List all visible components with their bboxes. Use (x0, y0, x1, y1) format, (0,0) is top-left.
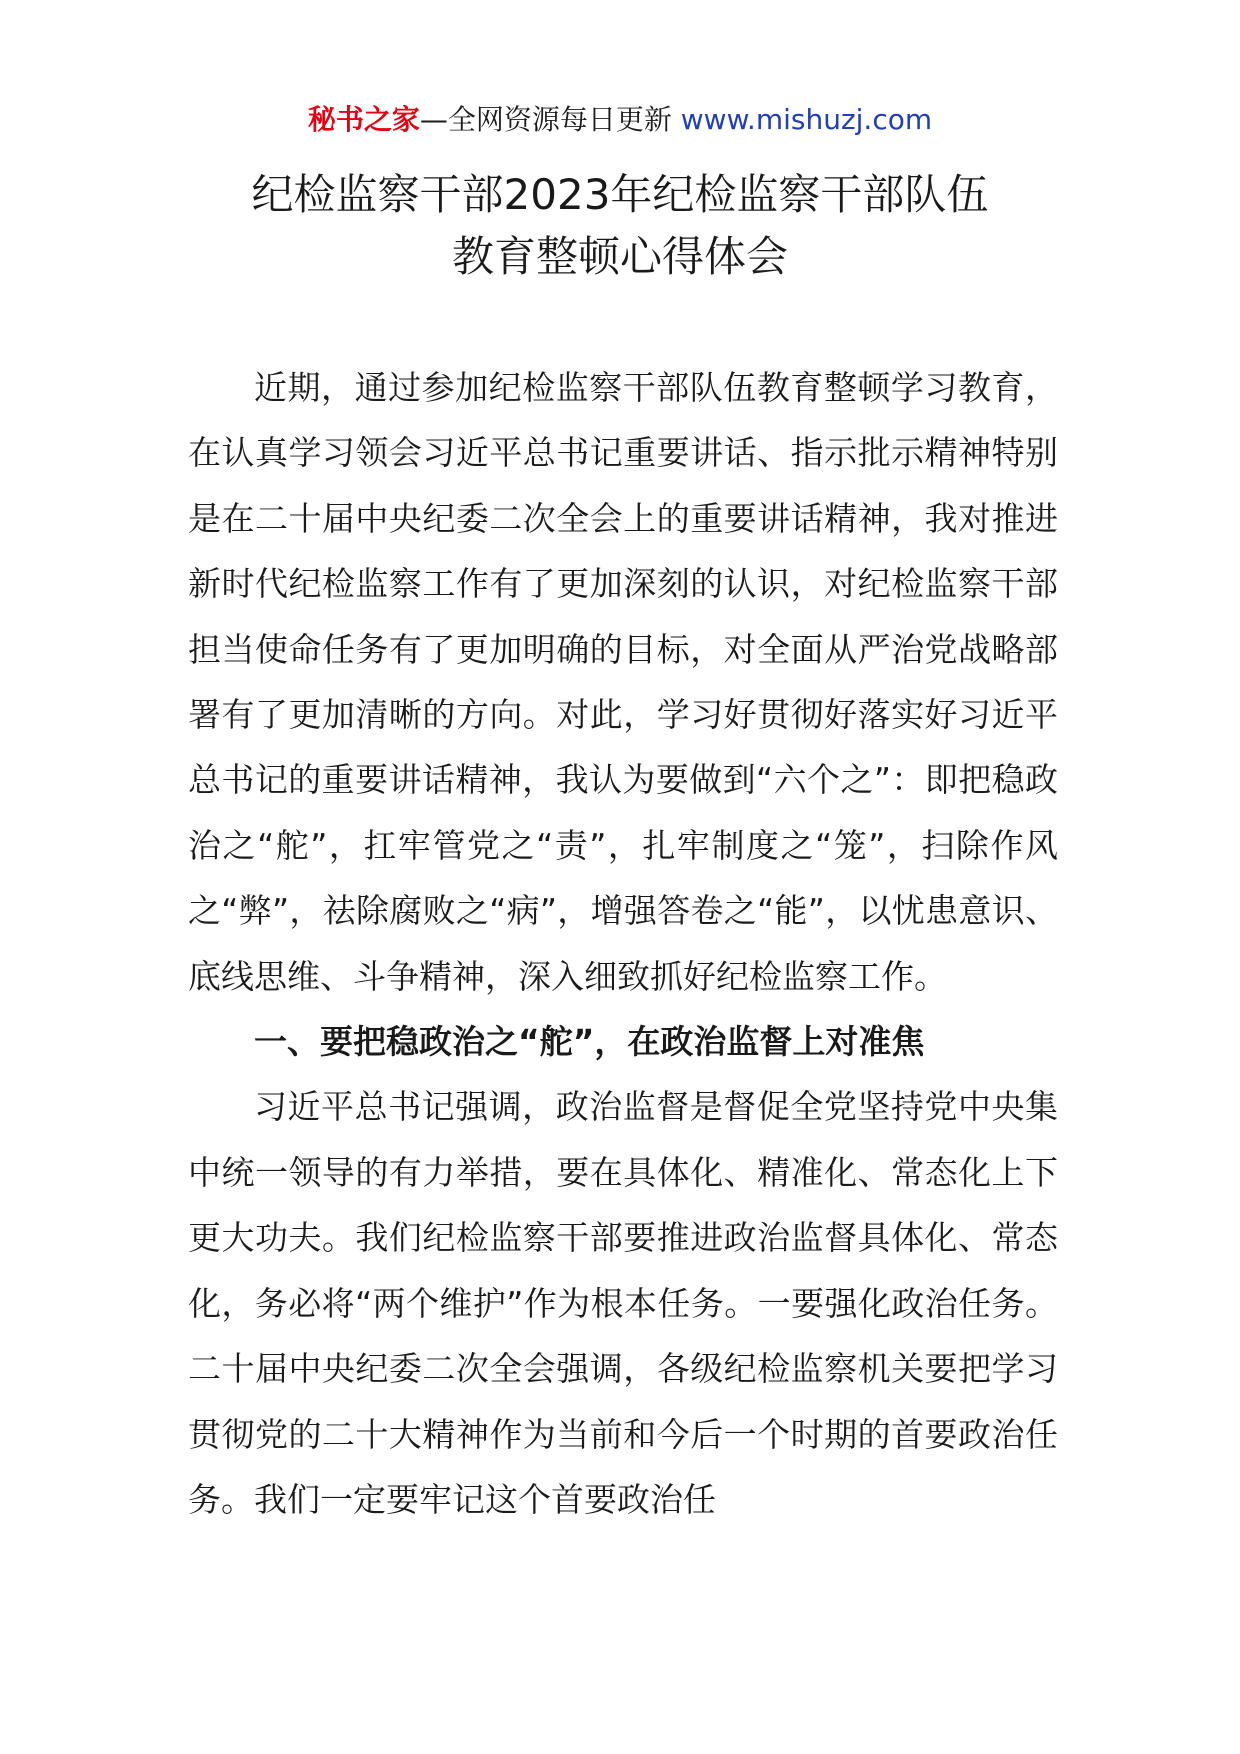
document-body (188, 355, 1058, 1532)
brand-name: 秘书之家 (307, 103, 420, 136)
section-heading-1: 一、要把稳政治之“舵”，在政治监督上对准焦 (254, 1022, 925, 1062)
title-line-2: 教育整顿心得体会 (451, 232, 788, 281)
document-title (0, 164, 1240, 288)
site-url[interactable]: www.mishuzj.com (680, 103, 933, 136)
header-tagline: —全网资源每日更新 (419, 103, 681, 136)
paragraph-intro: 近期，通过参加纪检监察干部队伍教育整顿学习教育，在认真学习领会习近平总书记重要讲话、指示批示精神特别是在二十届中央纪委二次全会上的重要讲话精神，我对推进新时代纪检监察工作有了更加深刻的认识，对纪检监察干部担当使命任务有了更加明确的目标，对全面从严治党战略部署有了更加清晰的方向。对此，学习好贯彻好落实好习近平总书记的重要讲话精神，我认为要做到“六个之”：即把稳政治之“舵”，扛牢管党之“责”，扎牢制度之“笼”，扫除作风之“弊”，祛除腐败之“病”，增强答卷之“能”，以忧患意识、底线思维、斗争精神，深入细致抓好纪检监察工作。 (188, 368, 1058, 996)
paragraph-section-1: 习近平总书记强调，政治监督是督促全党坚持党中央集中统一领导的有力举措，要在具体化、精准化、常态化上下更大功夫。我们纪检监察干部要推进政治监督具体化、常态化，务必将“两个维护”作为根本任务。一要强化政治任务。二十届中央纪委二次全会强调，各级纪检监察机关要把学习贯彻党的二十大精神作为当前和今后一个时期的首要政治任务。我们一定要牢记这个首要政治任 (188, 1087, 1058, 1519)
title-line-1: 纪检监察干部2023年纪检监察干部队伍 (251, 170, 989, 219)
site-header (0, 100, 1240, 140)
